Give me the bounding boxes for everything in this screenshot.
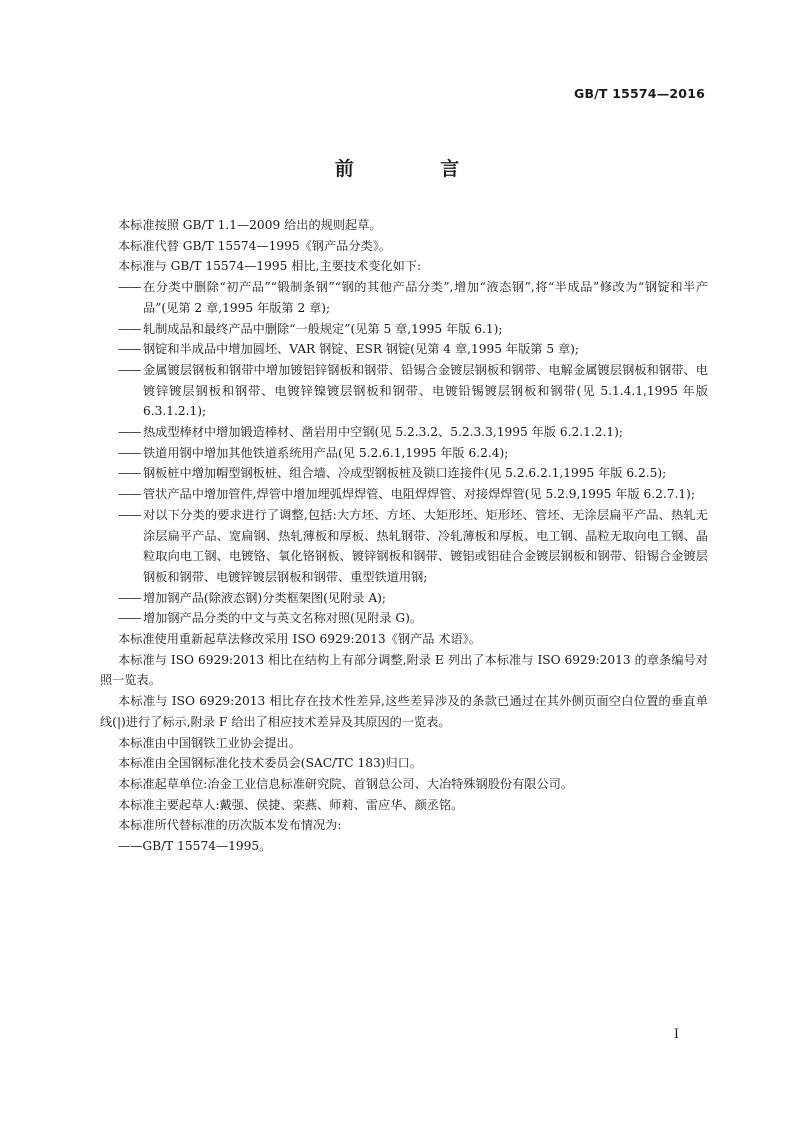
change-list-item — [118, 319, 708, 340]
list-dash: —— — [118, 507, 141, 522]
paragraph: ——GB/T 15574—1995。 — [118, 839, 272, 854]
paragraph: 本标准由全国钢标准化技术委员会(SAC/TC 183)归口。 — [118, 756, 423, 771]
list-item-text: 金属镀层钢板和钢带中增加镀铝锌钢板和钢带、铅锡合金镀层钢板和钢带、电解金属镀层钢板和钢带、电镀锌镀层钢板和钢带、电镀锌镍镀层钢板和钢带、电镀铅锡镀层钢板和钢带(见 5.1.4.1,1995 年版 6.3.1.2.1); — [143, 362, 708, 419]
change-list-item — [118, 588, 708, 609]
list-item-text: 热成型棒材中增加锻造棒材、凿岩用中空钢(见 5.2.3.2、5.2.3.3,1995 年版 6.2.1.2.1); — [143, 425, 623, 440]
list-item-text: 增加钢产品分类的中文与英文名称对照(见附录 G)。 — [143, 611, 423, 626]
list-dash: —— — [118, 362, 141, 377]
change-list-item — [118, 443, 708, 464]
paragraph: 本标准与 ISO 6929:2013 相比存在技术性差异,这些差异涉及的条款已通过在其外侧页面空白位置的垂直单线(|)进行了标示,附录 F 给出了相应技术差异及其原因的一览表。 — [100, 694, 708, 729]
list-item-text: 钢锭和半成品中增加圆坯、VAR 钢锭、ESR 钢锭(见第 4 章,1995 年版第 5 章); — [143, 342, 580, 357]
list-item-text: 轧制成品和最终产品中删除“一般规定”(见第 5 章,1995 年版 6.1); — [143, 321, 503, 336]
change-list-item — [118, 505, 708, 588]
list-dash: —— — [118, 321, 141, 336]
change-list-item — [118, 463, 708, 484]
list-item-text: 管状产品中增加管件,焊管中增加埋弧焊焊管、电阻焊焊管、对接焊焊管(见 5.2.9,1995 年版 6.2.7.1); — [143, 487, 696, 502]
list-dash: —— — [118, 425, 141, 440]
list-item-text: 铁道用钢中增加其他铁道系统用产品(见 5.2.6.1,1995 年版 6.2.4); — [143, 445, 509, 460]
change-list-item — [118, 484, 708, 505]
list-dash: —— — [118, 590, 141, 605]
list-dash: —— — [118, 342, 141, 357]
paragraph: 本标准由中国钢铁工业协会提出。 — [118, 735, 301, 750]
paragraph: 本标准主要起草人:戴强、侯捷、栾燕、师莉、雷应华、颜丞铭。 — [118, 797, 464, 812]
change-list-item — [118, 608, 708, 629]
paragraph: 本标准起草单位:冶金工业信息标准研究院、首钢总公司、大冶特殊钢股份有限公司。 — [118, 776, 574, 791]
change-list-item — [118, 277, 708, 318]
list-item-text: 对以下分类的要求进行了调整,包括:大方坯、方坯、大矩形坯、矩形坯、管坯、无涂层扁平产品、热轧无涂层扁平产品、宽扁钢、热轧薄板和厚板、热轧钢带、冷轧薄板和厚板、电工钢、晶粒无取向电工钢、晶粒取向电工钢、电镀铬、氧化铬钢板、镀锌钢板和钢带、镀铝或铝硅合金镀层钢板和钢带、铅锡合金镀层钢板和钢带、电镀锌镀层钢板和钢带、重型铁道用钢; — [143, 507, 708, 584]
paragraph: 本标准与 ISO 6929:2013 相比在结构上有部分调整,附录 E 列出了本标准与 ISO 6929:2013 的章条编号对照一览表。 — [100, 652, 708, 688]
paragraph: 本标准与 GB/T 15574—1995 相比,主要技术变化如下: — [118, 259, 422, 274]
list-item-text: 在分类中删除“初产品”“锻制条钢”“钢的其他产品分类”,增加“液态钢”,将“半成品”修改为“钢锭和半产品”(见第 2 章,1995 年版第 2 章); — [143, 280, 708, 315]
document-body — [100, 215, 708, 857]
page-title: 前 言 — [334, 158, 500, 180]
document-code: GB/T 15574—2016 — [573, 86, 705, 101]
change-list-item — [118, 360, 708, 422]
list-dash: —— — [118, 280, 141, 295]
paragraph: 本标准所代替标准的历次版本发布情况为: — [118, 818, 342, 833]
paragraph: 本标准按照 GB/T 1.1—2009 给出的规则起草。 — [118, 218, 382, 232]
list-item-text: 钢板桩中增加帽型钢板桩、组合墙、冷成型钢板桩及锁口连接件(见 5.2.6.2.1,1995 年版 6.2.5); — [143, 466, 667, 481]
list-dash: —— — [118, 611, 141, 626]
list-item-text: 增加钢产品(除液态钢)分类框架图(见附录 A); — [143, 590, 386, 605]
list-dash: —— — [118, 487, 141, 502]
list-dash: —— — [118, 466, 141, 481]
paragraph: 本标准代替 GB/T 15574—1995《钢产品分类》。 — [118, 238, 391, 253]
paragraph: 本标准使用重新起草法修改采用 ISO 6929:2013《钢产品 术语》。 — [118, 632, 481, 647]
list-dash: —— — [118, 445, 141, 460]
change-list-item — [118, 422, 708, 443]
page-number: I — [673, 1027, 679, 1042]
change-list-item — [118, 339, 708, 360]
